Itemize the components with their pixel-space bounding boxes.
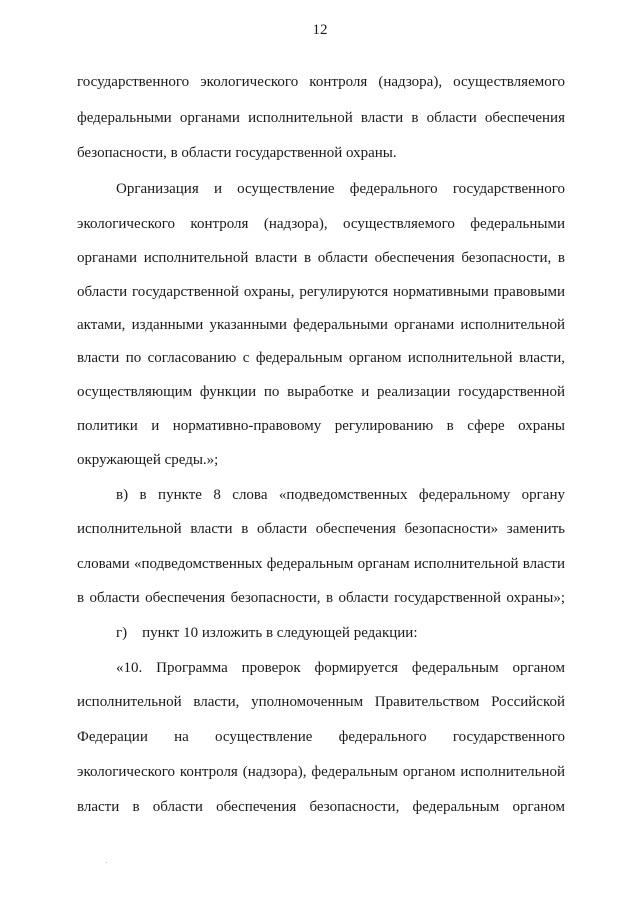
text-line: исполнительной власти в области обеспечения безопасности» заменить [77,521,565,537]
text-line: окружающей среды.»; [77,452,219,468]
text-line: власти в области обеспечения безопасности, федеральным органом [77,799,565,815]
text-line: государственного экологического контроля (надзора), осуществляемого [77,74,565,90]
page-number: 12 [312,22,328,38]
text-line: федеральными органами исполнительной власти в области обеспечения [77,110,565,126]
text-line: политики и нормативно-правовому регулированию в сфере охраны [77,418,565,434]
text-line: области государственной охраны, регулируются нормативными правовыми [77,284,565,300]
paragraph-first-line: г) пункт 10 изложить в следующей редакции: [116,625,418,641]
paragraph-first-line: «10. Программа проверок формируется федеральным органом [116,660,565,676]
text-line: власти по согласованию с федеральным органом исполнительной власти, [77,350,565,366]
text-line: безопасности, в области государственной охраны. [77,145,397,161]
scan-speck [106,862,107,863]
text-line: экологического контроля (надзора), осуществляемого федеральными [77,216,565,232]
text-line: Федерации на осуществление федерального государственного [77,729,565,745]
paragraph-first-line: в) в пункте 8 слова «подведомственных федеральному органу [116,487,565,503]
text-line: актами, изданными указанными федеральными органами исполнительной [77,317,565,333]
text-line: экологического контроля (надзора), федеральным органом исполнительной [77,764,565,780]
text-line: осуществляющим функции по выработке и реализации государственной [77,384,565,400]
text-line: исполнительной власти, уполномоченным Правительством Российской [77,694,565,710]
text-line: словами «подведомственных федеральным органам исполнительной власти [77,556,565,572]
text-line: в области обеспечения безопасности, в области государственной охраны»; [77,590,565,606]
paragraph-first-line: Организация и осуществление федерального государственного [116,181,565,197]
text-line: органами исполнительной власти в области обеспечения безопасности, в [77,250,565,266]
